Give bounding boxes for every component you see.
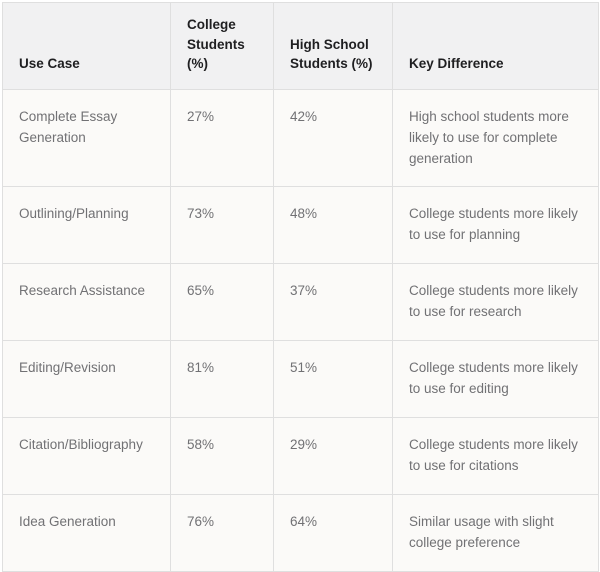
cell-high-school-pct: 42% [274, 89, 393, 187]
table-row-outlining-planning [3, 187, 599, 264]
cell-key-difference: College students more likely to use for citations [393, 417, 599, 494]
cell-key-difference: College students more likely to use for editing [393, 341, 599, 418]
cell-use-case: Research Assistance [3, 264, 171, 341]
cell-use-case: Complete Essay Generation [3, 89, 171, 187]
cell-key-difference: High school students more likely to use for complete generation [393, 89, 599, 187]
table-row-complete-essay-generation [3, 89, 599, 187]
table-row-research-assistance [3, 264, 599, 341]
column-header-college-students: College Students (%) [171, 3, 274, 90]
cell-college-pct: 81% [171, 341, 274, 418]
usage-comparison-table [2, 2, 599, 572]
cell-key-difference: Similar usage with slight college preference [393, 494, 599, 571]
cell-use-case: Outlining/Planning [3, 187, 171, 264]
column-header-high-school-students: High School Students (%) [274, 3, 393, 90]
cell-high-school-pct: 29% [274, 417, 393, 494]
cell-use-case: Editing/Revision [3, 341, 171, 418]
cell-key-difference: College students more likely to use for research [393, 264, 599, 341]
cell-college-pct: 27% [171, 89, 274, 187]
cell-college-pct: 76% [171, 494, 274, 571]
cell-high-school-pct: 37% [274, 264, 393, 341]
column-header-use-case: Use Case [3, 3, 171, 90]
table-header [3, 3, 599, 90]
table-body [3, 89, 599, 571]
cell-college-pct: 65% [171, 264, 274, 341]
table-row-editing-revision [3, 341, 599, 418]
header-row [3, 3, 599, 90]
cell-college-pct: 58% [171, 417, 274, 494]
cell-high-school-pct: 51% [274, 341, 393, 418]
cell-college-pct: 73% [171, 187, 274, 264]
table-row-citation-bibliography [3, 417, 599, 494]
cell-use-case: Citation/Bibliography [3, 417, 171, 494]
table-row-idea-generation [3, 494, 599, 571]
cell-high-school-pct: 48% [274, 187, 393, 264]
cell-key-difference: College students more likely to use for planning [393, 187, 599, 264]
cell-high-school-pct: 64% [274, 494, 393, 571]
column-header-key-difference: Key Difference [393, 3, 599, 90]
cell-use-case: Idea Generation [3, 494, 171, 571]
